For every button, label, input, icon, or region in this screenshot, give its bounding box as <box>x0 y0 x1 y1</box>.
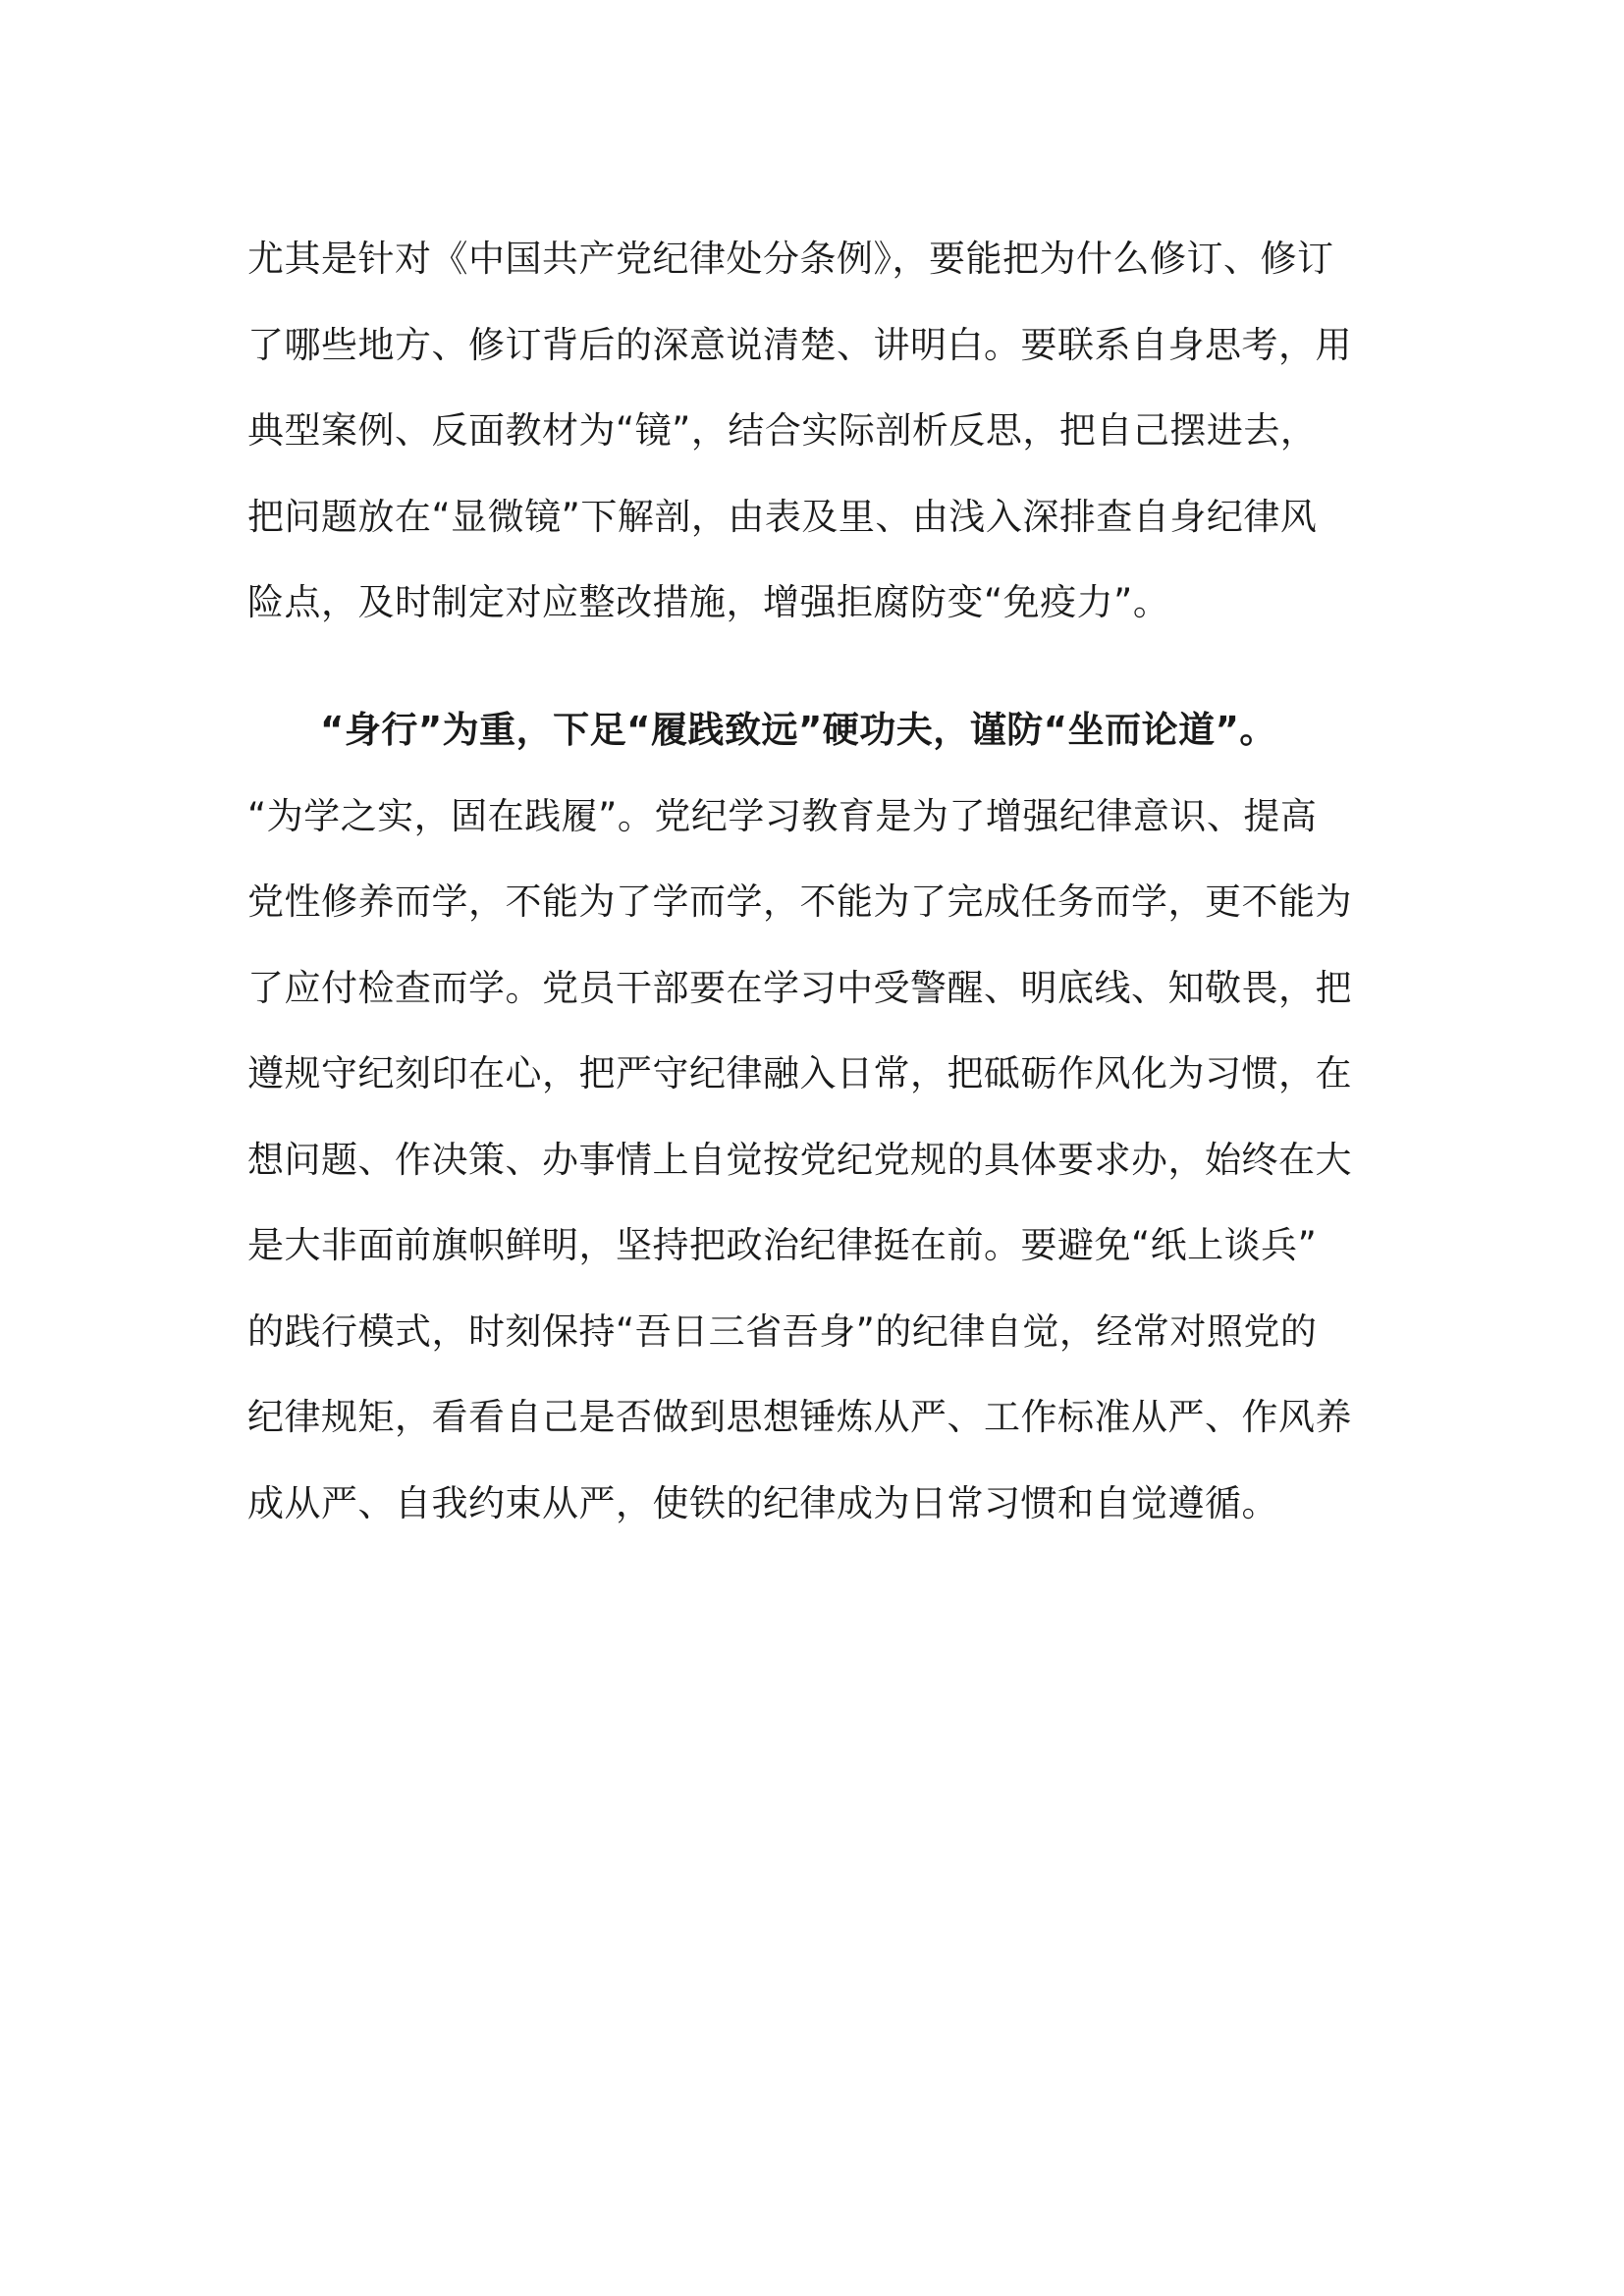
paragraph-heading: “身行”为重，下足“履践致远”硬功夫，谨防“坐而论道”。 <box>320 709 1276 751</box>
paragraph-line: 党性修养而学，不能为了学而学，不能为了完成任务而学，更不能为 <box>247 881 1352 923</box>
paragraph-2 <box>247 687 1367 1546</box>
paragraph-line: 想问题、作决策、办事情上自觉按党纪党规的具体要求办，始终在大 <box>247 1138 1352 1181</box>
paragraph-1 <box>247 216 1367 646</box>
paragraph-line: 了应付检查而学。党员干部要在学习中受警醒、明底线、知敬畏，把 <box>247 966 1352 1009</box>
paragraph-line: 成从严、自我约束从严，使铁的纪律成为日常习惯和自觉遵循。 <box>247 1481 1278 1524</box>
paragraph-line: “为学之实，固在践履”。党纪学习教育是为了增强纪律意识、提高 <box>247 794 1318 837</box>
paragraph-line: 的践行模式，时刻保持“吾日三省吾身”的纪律自觉，经常对照党的 <box>247 1309 1318 1353</box>
paragraph-line: 把问题放在“显微镜”下解剖，由表及里、由浅入深排查自身纪律风 <box>247 495 1318 538</box>
paragraph-line: 了哪些地方、修订背后的深意说清楚、讲明白。要联系自身思考，用 <box>247 323 1352 366</box>
paragraph-line: 遵规守纪刻印在心，把严守纪律融入日常，把砥砺作风化为习惯，在 <box>247 1052 1352 1095</box>
paragraph-line: 纪律规矩，看看自己是否做到思想锤炼从严、工作标准从严、作风养 <box>247 1396 1352 1438</box>
paragraph-line: 典型案例、反面教材为“镜”，结合实际剖析反思，把自己摆进去， <box>247 409 1318 452</box>
paragraph-line: 是大非面前旗帜鲜明，坚持把政治纪律挺在前。要避免“纸上谈兵” <box>247 1224 1318 1266</box>
paragraph-line: 尤其是针对《中国共产党纪律处分条例》，要能把为什么修订、修订 <box>247 238 1334 280</box>
paragraph-line: 险点，及时制定对应整改措施，增强拒腐防变“免疫力”。 <box>247 581 1170 623</box>
